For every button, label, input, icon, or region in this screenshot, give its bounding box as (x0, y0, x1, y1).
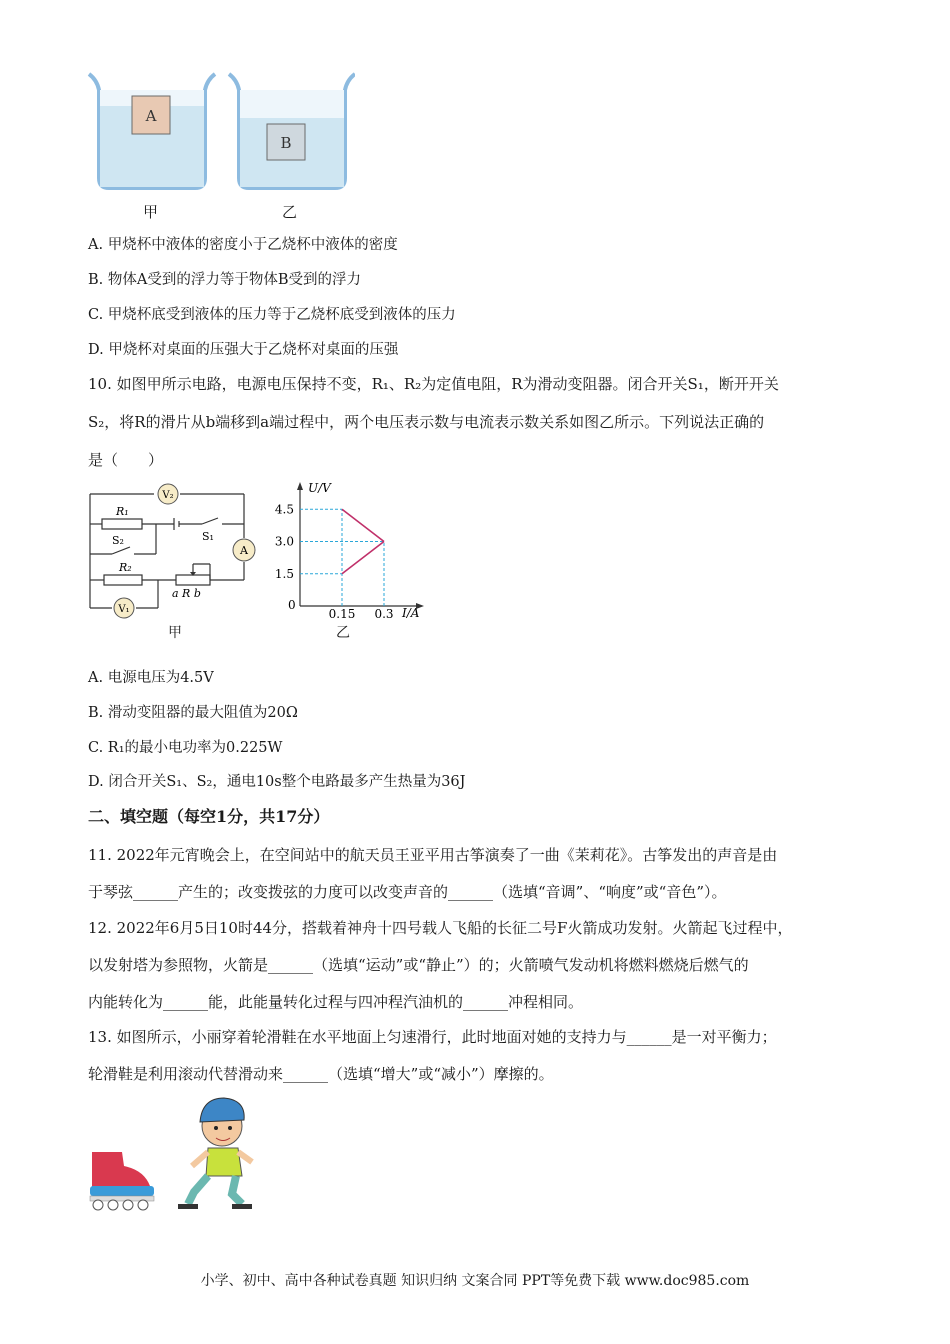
svg-text:V₁: V₁ (118, 604, 130, 615)
q10-option-d: D. 闭合开关S₁、S₂，通电10s整个电路最多产生热量为36J (88, 774, 466, 790)
beaker-left (89, 74, 215, 188)
series-line-upper (342, 509, 384, 541)
section-heading: 二、填空题（每空1分，共17分） (88, 807, 330, 826)
svg-text:S₂: S₂ (112, 534, 124, 547)
q9-option-c: C. 甲烧杯底受到液体的压力等于乙烧杯底受到液体的压力 (88, 307, 456, 323)
beakers-figure (85, 68, 355, 198)
svg-text:V₂: V₂ (162, 490, 174, 501)
y-axis-label: U/V (308, 481, 331, 495)
origin-label: 0 (288, 598, 296, 612)
svg-text:S₁: S₁ (202, 530, 214, 543)
roller-skate-illustration (90, 1152, 154, 1210)
q10-line-3: 是（ ） (88, 451, 164, 469)
q11-line-1: 11. 2022年元宵晚会上，在空间站中的航天员王亚平用古筝演奏了一曲《茉莉花》。古筝发出的声音是由 (88, 846, 778, 864)
q10-option-a: A. 电源电压为4.5V (88, 670, 214, 686)
svg-text:a R b: a R b (172, 587, 201, 600)
beaker-caption-left: 甲 (143, 203, 159, 221)
block-b-label: B (280, 134, 292, 152)
q9-option-d: D. 甲烧杯对桌面的压强大于乙烧杯对桌面的压强 (88, 342, 399, 358)
q10-line-2: S₂，将R的滑片从b端移到a端过程中，两个电压表示数与电流表示数关系如图乙所示。下列说法正确的 (88, 413, 765, 431)
circuit-caption: 甲 (168, 625, 182, 641)
y-tick-label: 4.5 (274, 502, 294, 517)
x-tick-label: 0.3 (374, 607, 394, 618)
svg-text:R₁: R₁ (116, 505, 129, 518)
x-axis-label: I/A (402, 606, 420, 618)
q12-line-2: 以发射塔为参照物，火箭是______（选填“运动”或“静止”）的；火箭喷气发动机将燃料燃烧后燃气的 (88, 956, 749, 974)
svg-text:A: A (240, 544, 248, 557)
q11-line-2: 于琴弦______产生的；改变拨弦的力度可以改变声音的______（选填“音调”、“响度”或“音色”）。 (88, 883, 727, 901)
series-line-lower (342, 542, 384, 574)
block-a-label: A (145, 107, 157, 125)
page-footer: 小学、初中、高中各种试卷真题 知识归纳 文案合同 PPT等免费下载 www.doc985.com (200, 1273, 750, 1289)
beaker-right (229, 74, 355, 188)
x-tick-label: 0.15 (328, 607, 356, 618)
circuit-diagram (84, 480, 264, 620)
girl-skating-illustration (178, 1098, 252, 1209)
svg-text:R₂: R₂ (119, 561, 132, 574)
beaker-caption-right: 乙 (282, 203, 298, 221)
q9-option-a: A. 甲烧杯中液体的密度小于乙烧杯中液体的密度 (88, 237, 398, 253)
q12-line-3: 内能转化为______能，此能量转化过程与四冲程汽油机的______冲程相同。 (88, 993, 584, 1011)
q10-option-c: C. R₁的最小电功率为0.225W (88, 740, 283, 756)
q13-line-2: 轮滑鞋是利用滚动代替滑动来______（选填“增大”或“减小”）摩擦的。 (88, 1065, 554, 1083)
q10-line-1: 10. 如图甲所示电路，电源电压保持不变，R₁、R₂为定值电阻，R为滑动变阻器。闭合开关S₁，断开开关 (88, 375, 779, 393)
graph-caption: 乙 (336, 625, 350, 641)
y-tick-label: 1.5 (274, 566, 294, 581)
q9-option-b: B. 物体A受到的浮力等于物体B受到的浮力 (88, 272, 361, 288)
q10-option-b: B. 滑动变阻器的最大阻值为20Ω (88, 705, 298, 721)
y-tick-label: 3.0 (274, 534, 294, 549)
skater-figure (84, 1092, 274, 1217)
ui-graph (270, 478, 440, 618)
q12-line-1: 12. 2022年6月5日10时44分，搭载着神舟十四号载人飞船的长征二号F火箭成功发射。火箭起飞过程中， (88, 919, 793, 937)
q13-line-1: 13. 如图所示，小丽穿着轮滑鞋在水平地面上匀速滑行，此时地面对她的支持力与______是一对平衡力； (88, 1028, 777, 1046)
